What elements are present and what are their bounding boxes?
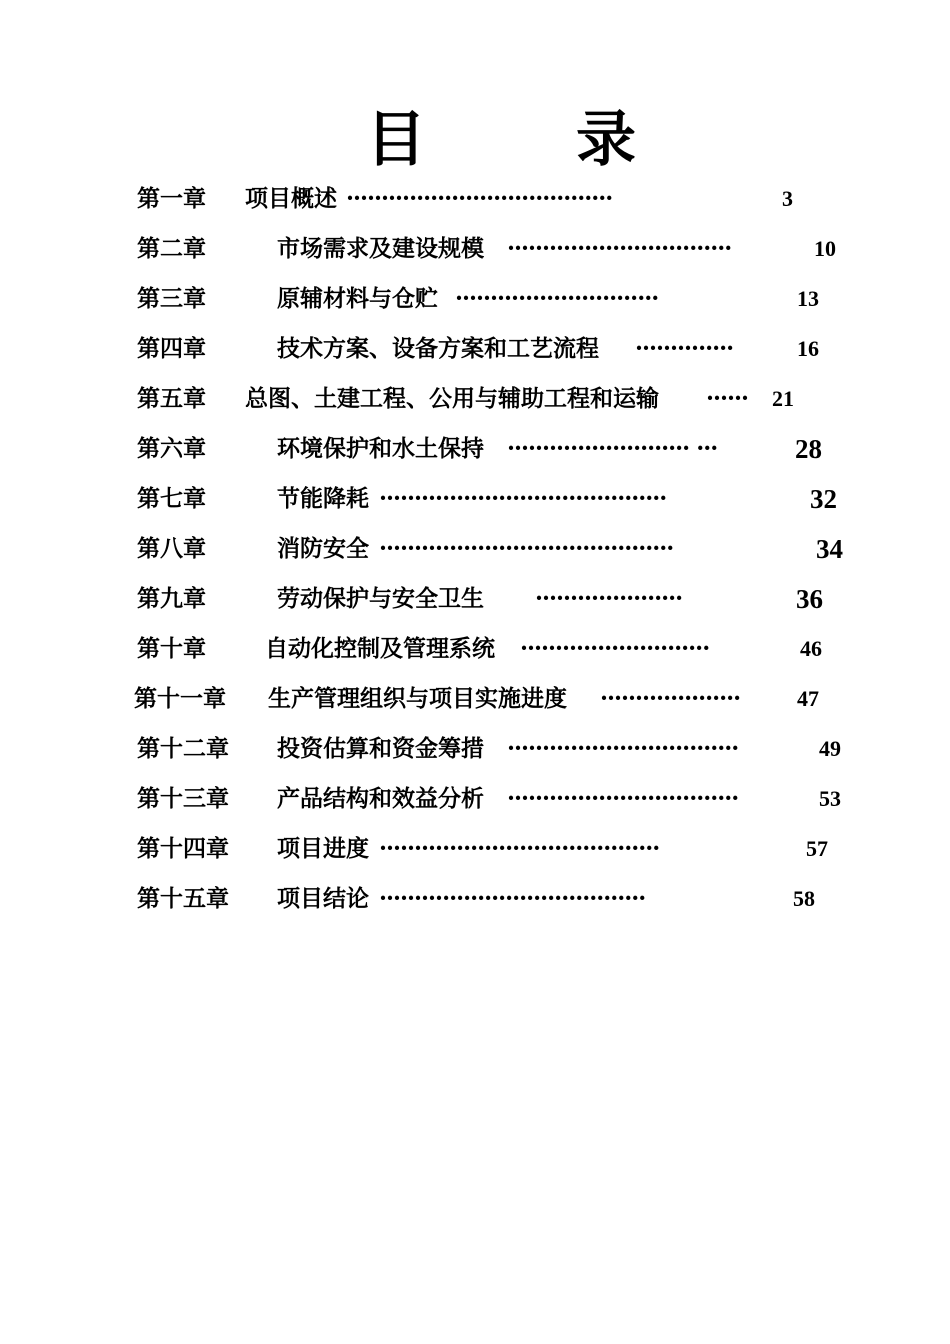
dot-leader: ································ <box>507 235 732 262</box>
page-number: 13 <box>797 286 819 311</box>
dot-leader: ·········································· <box>379 535 674 562</box>
entry-title: 投资估算和资金筹措 <box>277 735 484 762</box>
dot-leader: ································· <box>507 735 739 762</box>
page-number: 58 <box>793 886 815 911</box>
page-number: 21 <box>772 386 794 411</box>
chapter-label: 第九章 <box>137 585 206 612</box>
dot-leader: ····················· <box>535 585 683 612</box>
page-number: 46 <box>800 636 822 661</box>
entry-title: 技术方案、设备方案和工艺流程 <box>277 335 599 362</box>
chapter-label: 第十二章 <box>137 735 229 762</box>
chapter-label: 第十五章 <box>137 885 229 912</box>
page-number: 3 <box>782 186 793 211</box>
entry-title: 消防安全 <box>277 535 369 562</box>
entry-title: 产品结构和效益分析 <box>277 785 484 812</box>
chapter-label: 第十三章 <box>137 785 229 812</box>
entry-title: 环境保护和水土保持 <box>277 435 484 462</box>
chapter-label: 第二章 <box>137 235 206 262</box>
title-char-mu: 目 <box>366 105 426 175</box>
entry-title: 市场需求及建设规模 <box>277 235 484 262</box>
toc-entry[interactable] <box>0 424 950 474</box>
entry-title: 项目结论 <box>277 885 369 912</box>
dot-leader: ······ <box>706 385 749 412</box>
page-number: 34 <box>816 534 843 564</box>
page-number: 28 <box>795 434 822 464</box>
toc-entry[interactable] <box>0 324 950 374</box>
dot-leader: ·························· ··· <box>507 435 718 462</box>
entry-title: 生产管理组织与项目实施进度 <box>268 685 567 712</box>
toc-entry[interactable] <box>0 824 950 874</box>
title-char-lu: 录 <box>576 105 636 175</box>
entry-title: 自动化控制及管理系统 <box>265 635 495 662</box>
toc-title <box>0 100 950 180</box>
toc-entry[interactable] <box>0 724 950 774</box>
dot-leader: ····························· <box>455 285 659 312</box>
entry-title: 原辅材料与仓贮 <box>277 285 438 312</box>
dot-leader: ··························· <box>520 635 710 662</box>
chapter-label: 第一章 <box>137 185 206 212</box>
toc-entry[interactable] <box>0 874 950 924</box>
toc-entry[interactable] <box>0 174 950 224</box>
page-number: 57 <box>806 836 828 861</box>
toc-entry[interactable] <box>0 274 950 324</box>
toc-entry[interactable] <box>0 624 950 674</box>
toc-entry[interactable] <box>0 524 950 574</box>
chapter-label: 第四章 <box>137 335 206 362</box>
entry-title: 劳动保护与安全卫生 <box>277 585 484 612</box>
page-number: 53 <box>819 786 841 811</box>
chapter-label: 第七章 <box>137 485 206 512</box>
entry-title: 节能降耗 <box>277 485 369 512</box>
dot-leader: ······································ <box>346 185 613 212</box>
dot-leader: ······································ <box>379 885 646 912</box>
page-number: 32 <box>810 484 837 514</box>
dot-leader: ········································ <box>379 835 660 862</box>
dot-leader: ·············· <box>635 335 734 362</box>
toc-entry[interactable] <box>0 224 950 274</box>
entry-title: 项目概述 <box>245 185 337 212</box>
dot-leader: ········································· <box>379 485 667 512</box>
chapter-label: 第三章 <box>137 285 206 312</box>
page-number: 16 <box>797 336 819 361</box>
page-number: 49 <box>819 736 841 761</box>
chapter-label: 第十四章 <box>137 835 229 862</box>
chapter-label: 第六章 <box>137 435 206 462</box>
dot-leader: ···················· <box>600 685 741 712</box>
chapter-label: 第八章 <box>137 535 206 562</box>
entry-title: 总图、土建工程、公用与辅助工程和运输 <box>245 385 659 412</box>
chapter-label: 第十章 <box>137 635 206 662</box>
page-number: 47 <box>797 686 819 711</box>
page-number: 36 <box>796 584 823 614</box>
entry-title: 项目进度 <box>277 835 369 862</box>
toc-entry[interactable] <box>0 674 950 724</box>
chapter-label: 第十一章 <box>134 685 226 712</box>
toc-entry[interactable] <box>0 474 950 524</box>
toc-entry[interactable] <box>0 574 950 624</box>
chapter-label: 第五章 <box>137 385 206 412</box>
page-number: 10 <box>814 236 836 261</box>
toc-entry[interactable] <box>0 374 950 424</box>
dot-leader: ································· <box>507 785 739 812</box>
toc-entry[interactable] <box>0 774 950 824</box>
